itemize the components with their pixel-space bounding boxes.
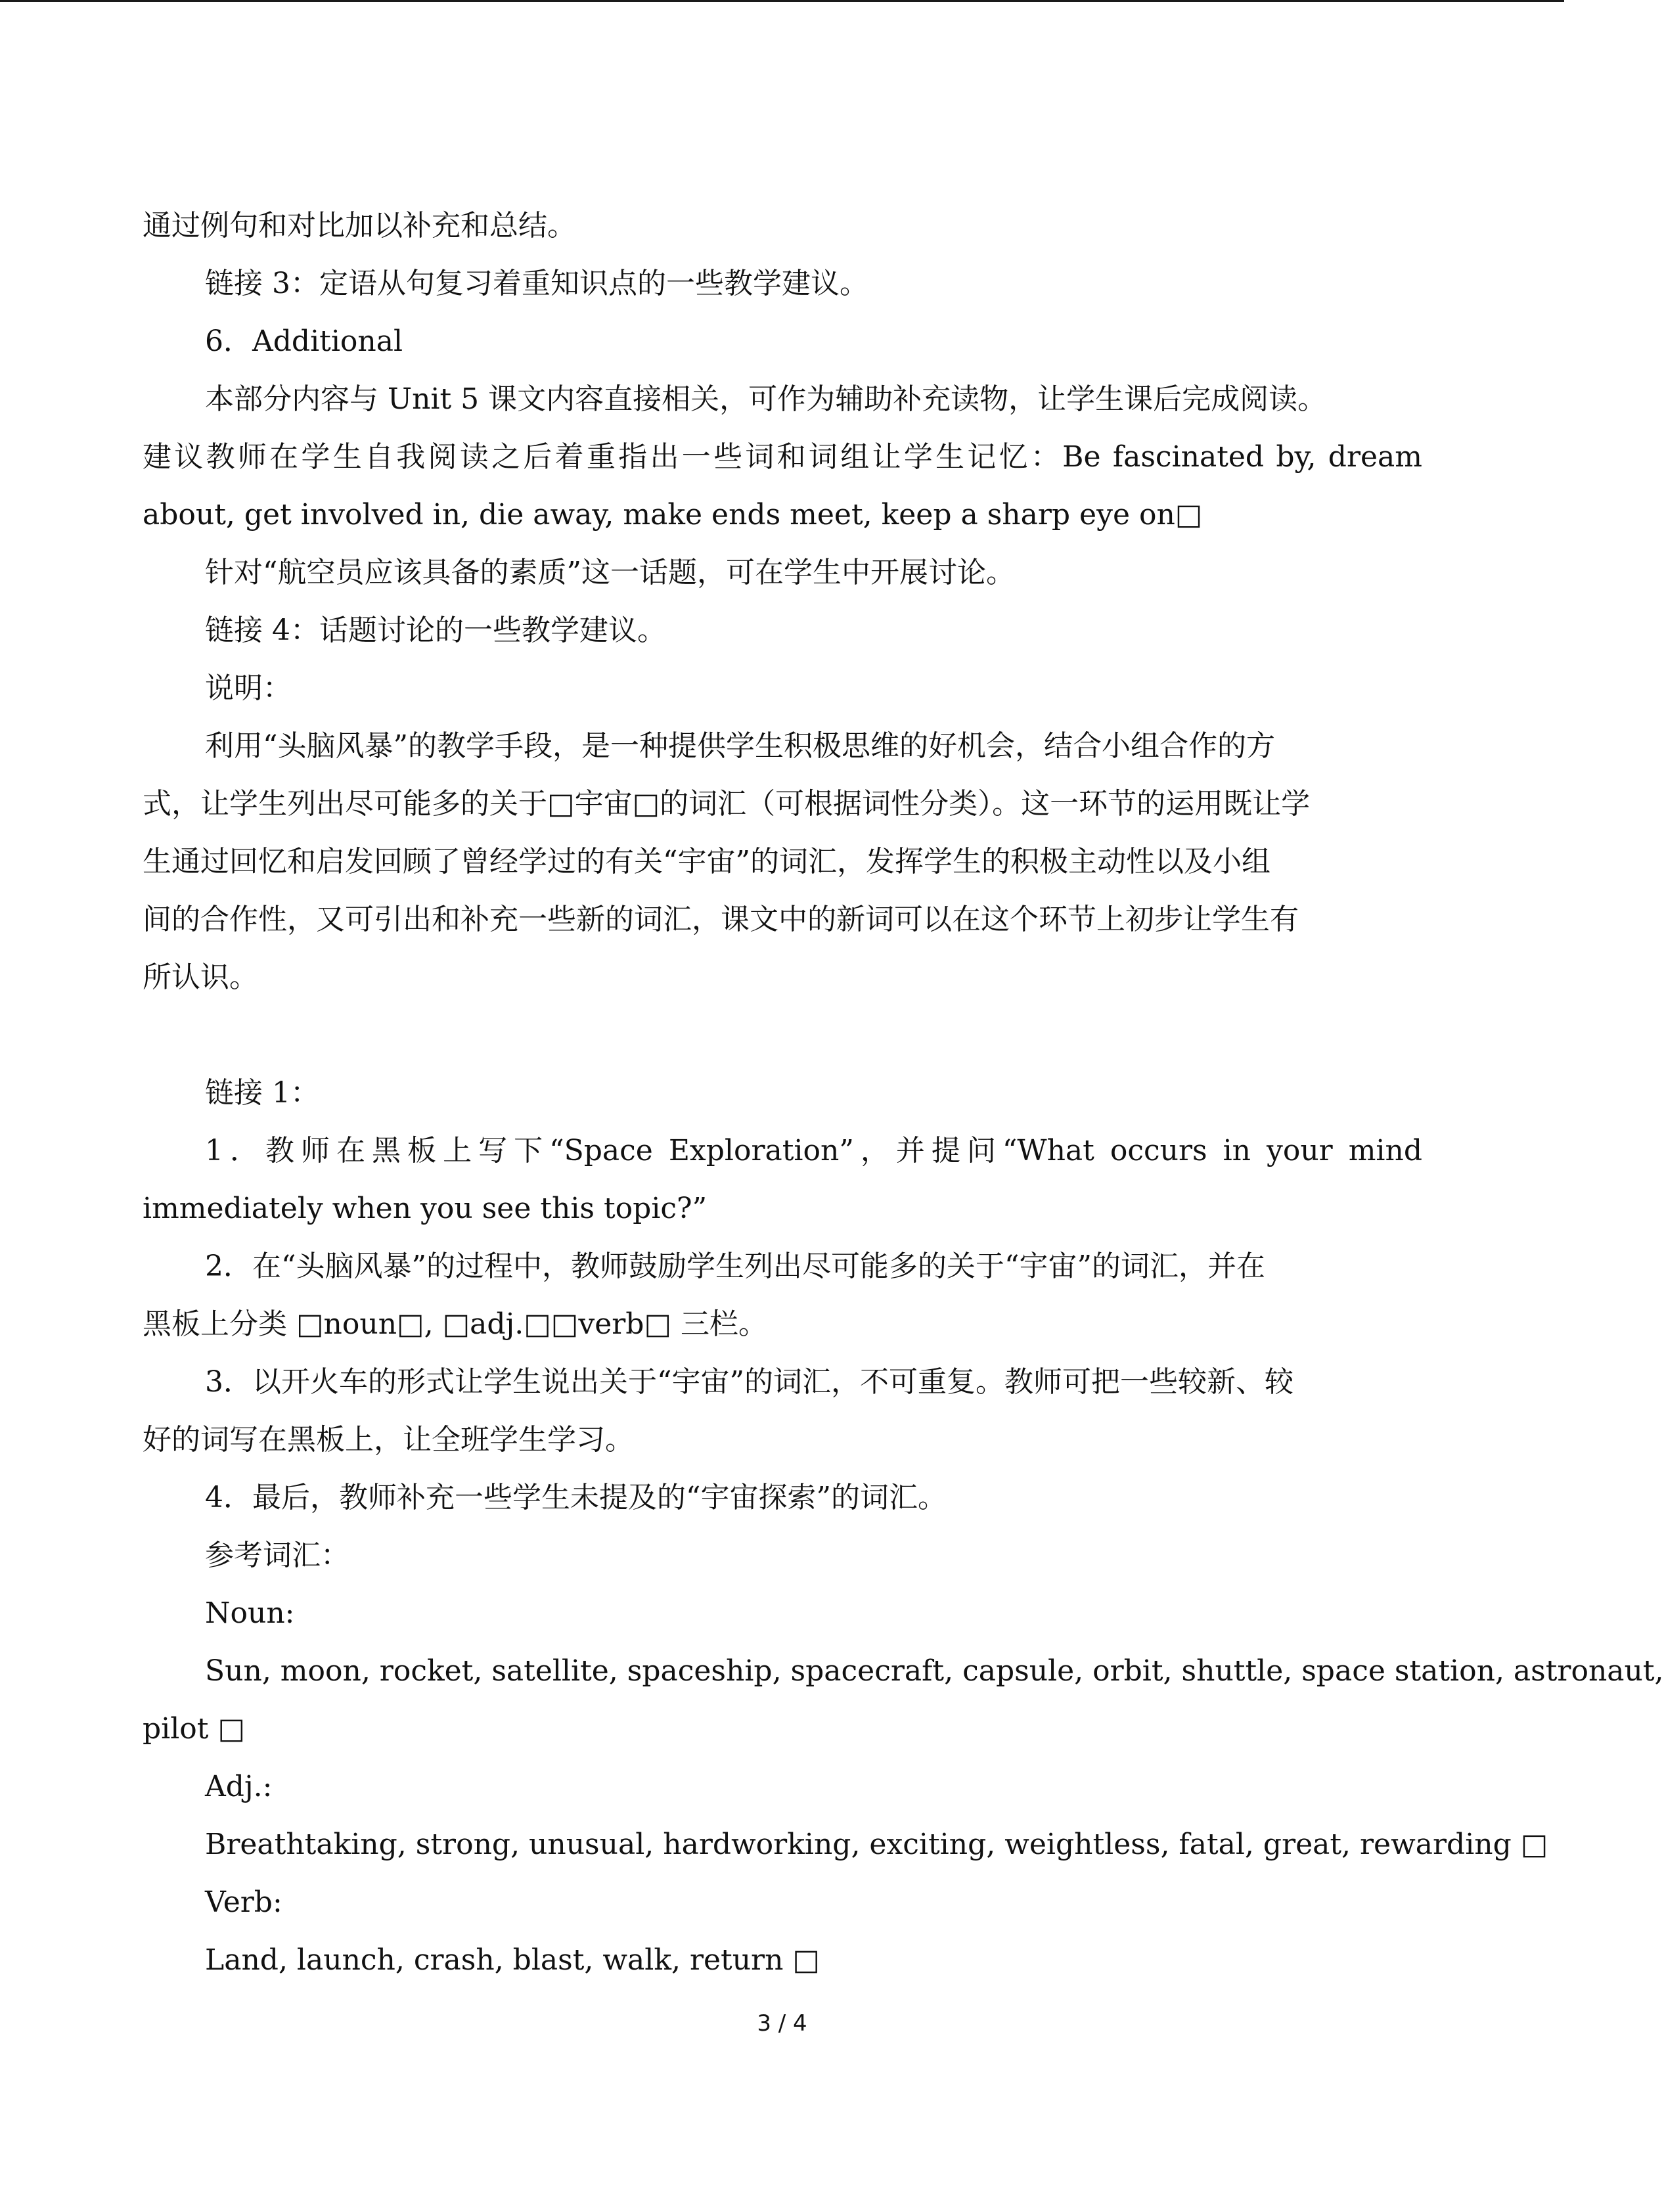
paragraph-line: 间的合作性，又可引出和补充一些新的词汇，课文中的新词可以在这个环节上初步让学生有 (143, 903, 1299, 936)
paragraph-line: 本部分内容与 Unit 5 课文内容直接相关，可作为辅助补充读物，让学生课后完成阅读。 (205, 382, 1327, 416)
paragraph-line: 建议教师在学生自我阅读之后着重指出一些词和词组让学生记忆：Be fascinated by, dream (143, 440, 1422, 474)
list-item-3: 3．以开火车的形式让学生说出关于“宇宙”的词汇，不可重复。教师可把一些较新、较 (205, 1365, 1293, 1399)
noun-list: Sun, moon, rocket, satellite, spaceship, spacecraft, capsule, orbit, shuttle, space station, astronaut, (205, 1654, 1664, 1688)
top-border-line (0, 0, 1564, 2)
link-4-line: 链接 4：话题讨论的一些教学建议。 (205, 614, 666, 647)
noun-label: Noun: (205, 1596, 295, 1630)
paragraph-line: 利用“头脑风暴”的教学手段，是一种提供学生积极思维的好机会，结合小组合作的方 (205, 729, 1275, 763)
link-3-line: 链接 3：定语从句复习着重知识点的一些教学建议。 (205, 267, 868, 300)
blank-spacer (143, 1006, 1422, 1064)
explanation-label: 说明： (205, 671, 292, 705)
list-item-4: 4．最后，教师补充一些学生未提及的“宇宙探索”的词汇。 (205, 1481, 947, 1514)
reference-vocabulary-label: 参考词汇： (205, 1539, 349, 1572)
list-item-2-continued: 黑板上分类 □noun□, □adj.□□verb□ 三栏。 (143, 1307, 768, 1341)
verb-list: Land, launch, crash, blast, walk, return □ (205, 1943, 820, 1977)
list-item-1-continued: immediately when you see this topic?” (143, 1192, 708, 1225)
paragraph-line: 式，让学生列出尽可能多的关于□宇宙□的词汇（可根据词性分类）。这一环节的运用既让学 (143, 787, 1311, 821)
document-body (143, 197, 1664, 1989)
adjective-list: Breathtaking, strong, unusual, hardworking, exciting, weightless, fatal, great, rewarding □ (205, 1828, 1548, 1861)
list-item-1: 1．教师在黑板上写下“Space Exploration”，并提问“What occurs in your mind (205, 1134, 1422, 1167)
noun-list-continued: pilot □ (143, 1712, 246, 1746)
paragraph-line: 生通过回忆和启发回顾了曾经学过的有关“宇宙”的词汇，发挥学生的积极主动性以及小组 (143, 845, 1270, 878)
list-item-2: 2．在“头脑风暴”的过程中，教师鼓励学生列出尽可能多的关于“宇宙”的词汇，并在 (205, 1250, 1265, 1283)
list-item-3-continued: 好的词写在黑板上，让全班学生学习。 (143, 1423, 634, 1456)
paragraph-line: about, get involved in, die away, make ends meet, keep a sharp eye on□ (143, 498, 1203, 531)
paragraph-line: 通过例句和对比加以补充和总结。 (143, 209, 576, 242)
link-1-line: 链接 1： (205, 1076, 319, 1110)
paragraph-line: 针对“航空员应该具备的素质”这一话题，可在学生中开展讨论。 (205, 556, 1015, 589)
paragraph-line: 所认识。 (143, 960, 258, 994)
section-heading-additional: 6．Additional (205, 325, 403, 358)
adjective-label: Adj.: (205, 1770, 273, 1803)
page-number: 3 / 4 (757, 2010, 807, 2037)
verb-label: Verb: (205, 1885, 282, 1919)
